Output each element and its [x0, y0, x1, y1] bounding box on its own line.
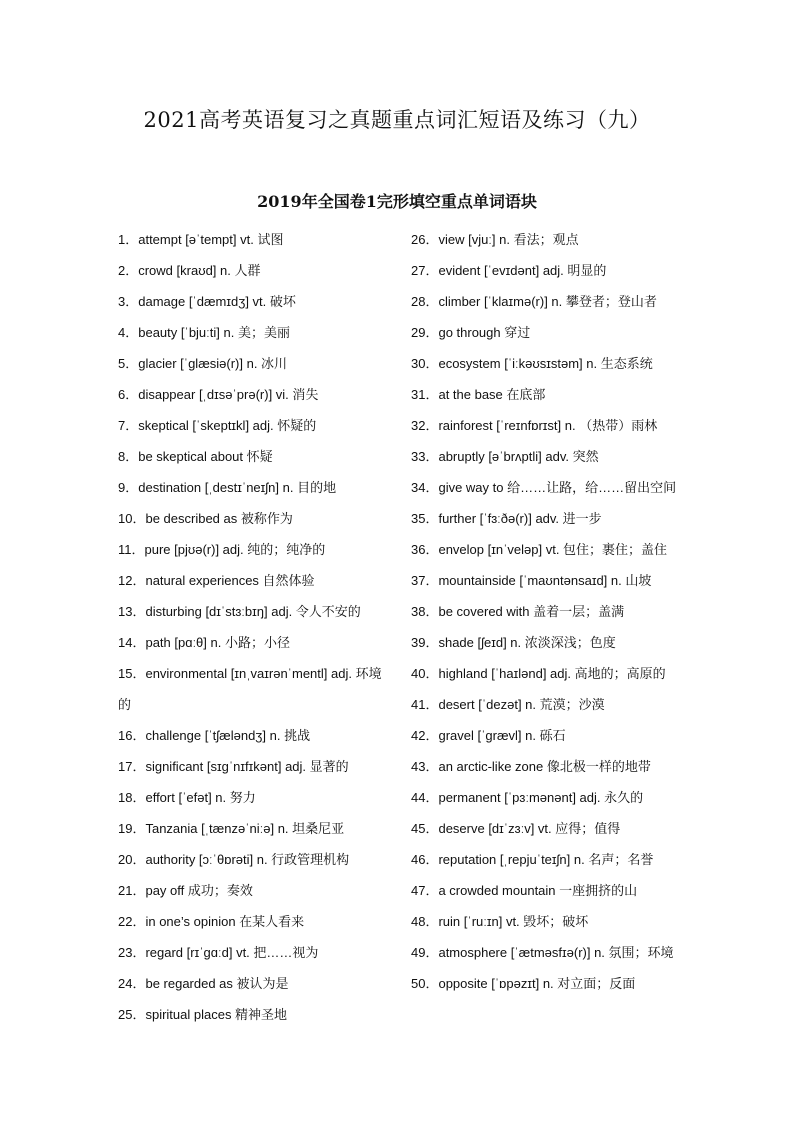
- vocab-entry: 36．envelop [ɪnˈveləp] vt. 包住；裹住；盖住: [411, 542, 668, 557]
- vocab-entry: 48．ruin [ˈruːɪn] vt. 毁坏；破坏: [411, 914, 589, 929]
- vocab-entry: 21．pay off 成功；奏效: [118, 883, 253, 898]
- vocab-entry: 16．challenge [ˈtʃæləndʒ] n. 挑战: [118, 728, 311, 743]
- vocab-entry: 27．evident [ˈevɪdənt] adj. 明显的: [411, 263, 607, 278]
- vocab-entry: 9．destination [ˌdestɪˈneɪʃn] n. 目的地: [118, 480, 337, 495]
- document-title: 2021高考英语复习之真题重点词汇短语及练习（九）: [143, 108, 651, 132]
- vocab-entry: 5．glacier [ˈglæsiə(r)] n. 冰川: [118, 356, 288, 371]
- vocab-entry: 49．atmosphere [ˈætməsfɪə(r)] n. 氛围；环境: [411, 945, 674, 960]
- vocab-entry: 24．be regarded as 被认为是: [118, 976, 289, 991]
- vocab-entry: 29．go through 穿过: [411, 325, 531, 340]
- vocab-entry: 20．authority [ɔːˈθɒrəti] n. 行政管理机构: [118, 852, 350, 867]
- vocab-entry: 1．attempt [əˈtempt] vt. 试图: [118, 232, 284, 247]
- vocab-entry: 19．Tanzania [ˌtænzəˈniːə] n. 坦桑尼亚: [118, 821, 345, 836]
- vocab-entry: 31．at the base 在底部: [411, 387, 546, 402]
- vocab-entry: 35．further [ˈfɜːðə(r)] adv. 进一步: [411, 511, 602, 526]
- vocab-entry: 26．view [vjuː] n. 看法；观点: [411, 232, 579, 247]
- vocab-entry: 37．mountainside [ˈmaʊntənsaɪd] n. 山坡: [411, 573, 652, 588]
- vocab-entry: 41．desert [ˈdezət] n. 荒漠；沙漠: [411, 697, 605, 712]
- vocab-entry: 17．significant [sɪgˈnɪfɪkənt] adj. 显著的: [118, 759, 349, 774]
- vocab-entry: 8．be skeptical about 怀疑: [118, 449, 273, 464]
- vocab-entry: 50．opposite [ˈɒpəzɪt] n. 对立面；反面: [411, 976, 636, 991]
- vocab-entry: 18．effort [ˈefət] n. 努力: [118, 790, 256, 805]
- vocab-entry: 43．an arctic-like zone 像北极一样的地带: [411, 759, 651, 774]
- section-subtitle: 2019年全国卷1完形填空重点单词语块: [257, 192, 537, 211]
- vocab-entry: 13．disturbing [dɪˈstɜːbɪŋ] adj. 令人不安的: [118, 604, 361, 619]
- vocab-entry: 2．crowd [kraʊd] n. 人群: [118, 263, 261, 278]
- vocab-entry: 15．environmental [ɪnˌvaɪrənˈmentl] adj. 环境的: [118, 666, 382, 712]
- vocab-entry: 44．permanent [ˈpɜːmənənt] adj. 永久的: [411, 790, 644, 805]
- vocab-entry: 46．reputation [ˌrepjuˈteɪʃn] n. 名声；名誉: [411, 852, 654, 867]
- vocab-entry: 6．disappear [ˌdɪsəˈprə(r)] vi. 消失: [118, 387, 319, 402]
- vocab-entry: 4．beauty [ˈbjuːti] n. 美；美丽: [118, 325, 290, 340]
- vocab-entry: 47．a crowded mountain 一座拥挤的山: [411, 883, 638, 898]
- vocab-entry: 3．damage [ˈdæmɪdʒ] vt. 破坏: [118, 294, 296, 309]
- vocab-entry: 7．skeptical [ˈskeptɪkl] adj. 怀疑的: [118, 418, 317, 433]
- vocab-entry: 10．be described as 被称作为: [118, 511, 293, 526]
- vocab-entry: 14．path [pɑːθ] n. 小路；小径: [118, 635, 290, 650]
- vocab-entry: 12．natural experiences 自然体验: [118, 573, 315, 588]
- vocab-entry: 42．gravel [ˈgrævl] n. 砾石: [411, 728, 566, 743]
- vocab-entry: 11．pure [pjʊə(r)] adj. 纯的；纯净的: [118, 542, 326, 557]
- vocab-entry: 45．deserve [dɪˈzɜːv] vt. 应得；值得: [411, 821, 621, 836]
- vocab-entry: 40．highland [ˈhaɪlənd] adj. 高地的；高原的: [411, 666, 666, 681]
- vocab-entry: 23．regard [rɪˈgɑːd] vt. 把……视为: [118, 945, 319, 960]
- vocab-list-left: [118, 224, 388, 1030]
- vocab-list-right: [411, 224, 681, 999]
- vocab-entry: 39．shade [ʃeɪd] n. 浓淡深浅；色度: [411, 635, 616, 650]
- vocab-entry: 32．rainforest [ˈreɪnfɒrɪst] n. （热带）雨林: [411, 418, 658, 433]
- vocab-entry: 22．in one’s opinion 在某人看来: [118, 914, 305, 929]
- vocab-entry: 38．be covered with 盖着一层；盖满: [411, 604, 625, 619]
- vocab-entry: 25．spiritual places 精神圣地: [118, 1007, 288, 1022]
- vocab-entry: 28．climber [ˈklaɪmə(r)] n. 攀登者；登山者: [411, 294, 657, 309]
- vocab-entry: 30．ecosystem [ˈiːkəʊsɪstəm] n. 生态系统: [411, 356, 653, 371]
- vocab-entry: 34．give way to 给……让路，给……留出空间: [411, 480, 677, 495]
- vocab-entry: 33．abruptly [əˈbrʌptli] adv. 突然: [411, 449, 599, 464]
